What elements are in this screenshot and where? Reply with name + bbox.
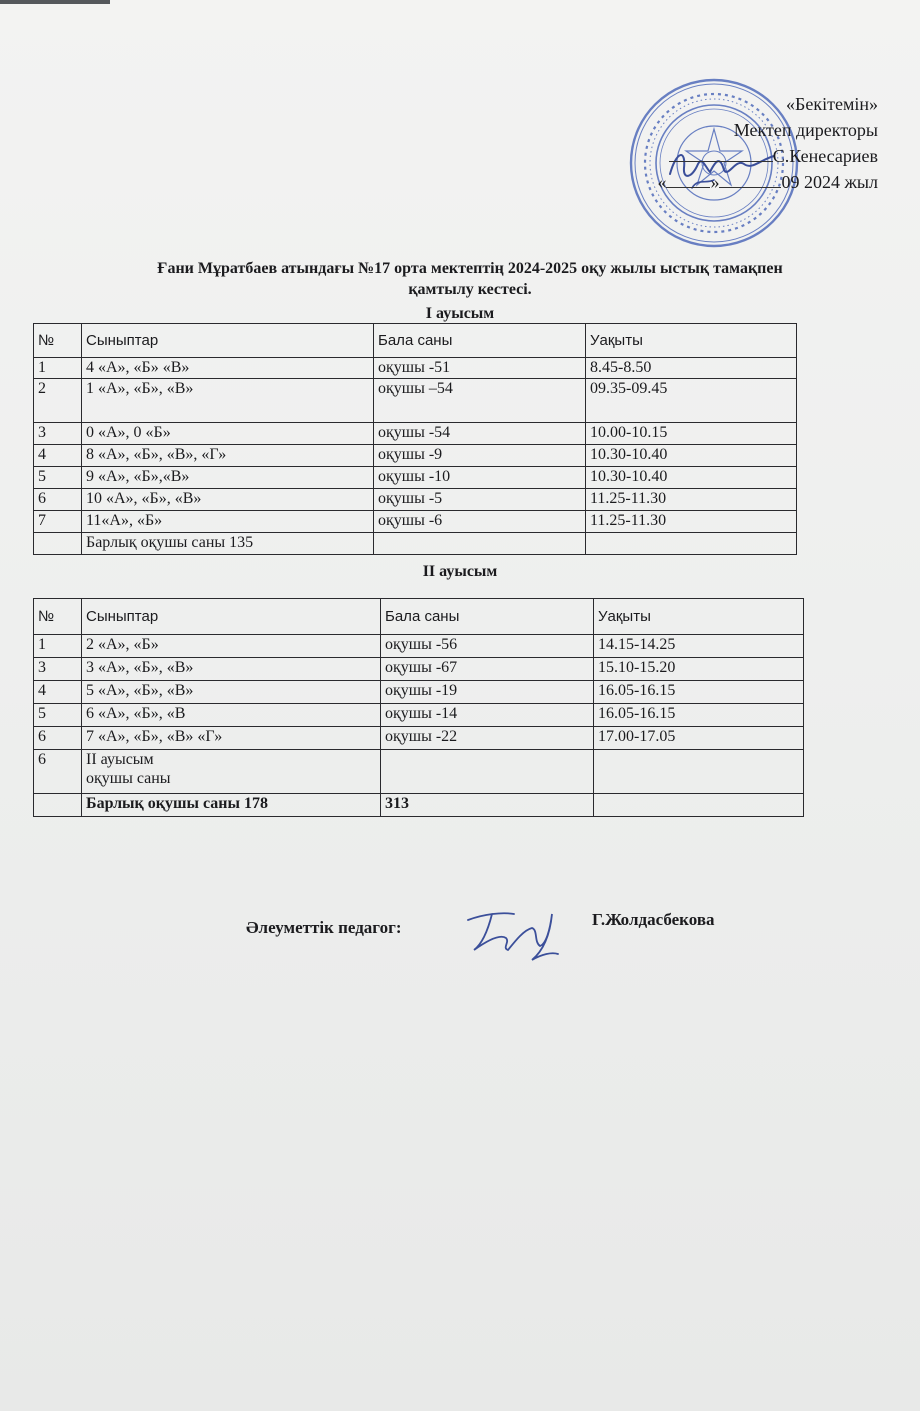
approval-position: Мектеп директоры [733, 120, 878, 140]
row-classes: 6 «А», «Б», «В [82, 704, 381, 727]
row-time: 10.30-10.40 [586, 467, 797, 489]
row-count: оқушы -5 [374, 489, 586, 511]
total-row [34, 794, 804, 817]
row-classes: 2 «А», «Б» [82, 635, 381, 658]
column-header-time: Уақыты [594, 599, 804, 635]
row-time: 16.05-16.15 [594, 681, 804, 704]
row-number: 5 [34, 467, 82, 489]
shift-2-table [33, 598, 804, 817]
shift-1-heading: I ауысым [425, 305, 495, 322]
table-row [34, 445, 797, 467]
row-number: 7 [34, 511, 82, 533]
footer-name: Г.Жолдасбекова [592, 910, 715, 929]
table-row [34, 727, 804, 750]
empty-cell [586, 533, 797, 555]
table-row [34, 423, 797, 445]
row-classes: 3 «А», «Б», «В» [82, 658, 381, 681]
row-number: 6 [34, 727, 82, 750]
approval-year: 2024 жыл [803, 172, 878, 192]
row-number: 1 [34, 358, 82, 379]
table-row [34, 658, 804, 681]
approval-director-name: С.Кенесариев [772, 146, 878, 166]
row-number: 3 [34, 423, 82, 445]
date-quote-open: « [657, 172, 667, 192]
title-line-1: Ғани Мұратбаев атындағы №17 орта мектептің 2024-2025 оқу жылы ыстық тамақпен [157, 260, 783, 277]
empty-cell [34, 533, 82, 555]
empty-cell [594, 750, 804, 794]
row-count: оқушы -54 [374, 423, 586, 445]
column-header-number: № [34, 324, 82, 358]
row-classes: 8 «А», «Б», «В», «Г» [82, 445, 374, 467]
row-classes: 9 «А», «Б»,«В» [82, 467, 374, 489]
empty-cell [381, 750, 594, 794]
grand-total: 313 [381, 794, 594, 817]
column-header-count: Бала саны [374, 324, 586, 358]
table-row [34, 358, 797, 379]
table-header-row [34, 324, 797, 358]
column-header-count: Бала саны [381, 599, 594, 635]
row-number: 4 [34, 681, 82, 704]
table-row [34, 704, 804, 727]
row-time: 15.10-15.20 [594, 658, 804, 681]
table-header-row [34, 599, 804, 635]
approval-month: 09 [781, 172, 800, 192]
page-edge-shadow [0, 0, 110, 4]
row-count: оқушы -51 [374, 358, 586, 379]
row-count: оқушы -14 [381, 704, 594, 727]
row-time: 11.25-11.30 [586, 511, 797, 533]
row-time: 11.25-11.30 [586, 489, 797, 511]
row-count: оқушы -56 [381, 635, 594, 658]
table-row [34, 489, 797, 511]
table-row [34, 511, 797, 533]
signature-blank [669, 147, 773, 162]
pedagogue-signature [462, 900, 562, 964]
row-number: 4 [34, 445, 82, 467]
row-number: 3 [34, 658, 82, 681]
document-title [60, 258, 880, 300]
row-classes: 10 «А», «Б», «В» [82, 489, 374, 511]
table-row [34, 681, 804, 704]
row-time: 17.00-17.05 [594, 727, 804, 750]
date-quote-close: » [710, 172, 720, 192]
row-number: 2 [34, 379, 82, 423]
row-count: оқушы -6 [374, 511, 586, 533]
empty-cell [594, 794, 804, 817]
row-count: оқушы -9 [374, 445, 586, 467]
row-count: оқушы –54 [374, 379, 586, 423]
total-row [34, 533, 797, 555]
table-row [34, 467, 797, 489]
subtotal-label-line-2: оқушы саны [86, 770, 171, 787]
row-classes: 5 «А», «Б», «В» [82, 681, 381, 704]
shift-1-total: Барлық оқушы саны 135 [82, 533, 374, 555]
row-classes: 7 «А», «Б», «В» «Г» [82, 727, 381, 750]
row-classes: 1 «А», «Б», «В» [82, 379, 374, 423]
row-classes: 0 «А», 0 «Б» [82, 423, 374, 445]
title-line-2: қамтылу кестесі. [408, 281, 532, 298]
row-time: 10.30-10.40 [586, 445, 797, 467]
shift-1-table [33, 323, 797, 555]
shift-2-total: Барлық оқушы саны 178 [82, 794, 381, 817]
row-time: 10.00-10.15 [586, 423, 797, 445]
row-time: 16.05-16.15 [594, 704, 804, 727]
row-time: 09.35-09.45 [586, 379, 797, 423]
row-classes: 4 «А», «Б» «В» [82, 358, 374, 379]
column-header-number: № [34, 599, 82, 635]
row-classes: 11«А», «Б» [82, 511, 374, 533]
row-count: оқушы -19 [381, 681, 594, 704]
row-number: 6 [34, 750, 82, 794]
subtotal-row [34, 750, 804, 794]
empty-cell [34, 794, 82, 817]
column-header-classes: Сыныптар [82, 324, 374, 358]
shift-2-heading: II ауысым [422, 563, 498, 580]
table-row [34, 635, 804, 658]
row-time: 14.15-14.25 [594, 635, 804, 658]
subtotal-label [82, 750, 381, 794]
table-row [34, 379, 797, 423]
footer-role: Әлеуметтік педагог: [246, 918, 402, 937]
approval-date-line [657, 169, 878, 195]
empty-cell [374, 533, 586, 555]
column-header-time: Уақыты [586, 324, 797, 358]
day-blank [666, 173, 710, 188]
approval-heading: «Бекітемін» [786, 94, 878, 114]
row-count: оқушы -22 [381, 727, 594, 750]
month-blank [719, 173, 781, 188]
row-time: 8.45-8.50 [586, 358, 797, 379]
row-number: 1 [34, 635, 82, 658]
row-number: 5 [34, 704, 82, 727]
approval-block [657, 91, 878, 195]
row-count: оқушы -10 [374, 467, 586, 489]
column-header-classes: Сыныптар [82, 599, 381, 635]
subtotal-label-line-1: II ауысым [86, 751, 154, 768]
approval-director-line [657, 143, 878, 169]
row-count: оқушы -67 [381, 658, 594, 681]
row-number: 6 [34, 489, 82, 511]
